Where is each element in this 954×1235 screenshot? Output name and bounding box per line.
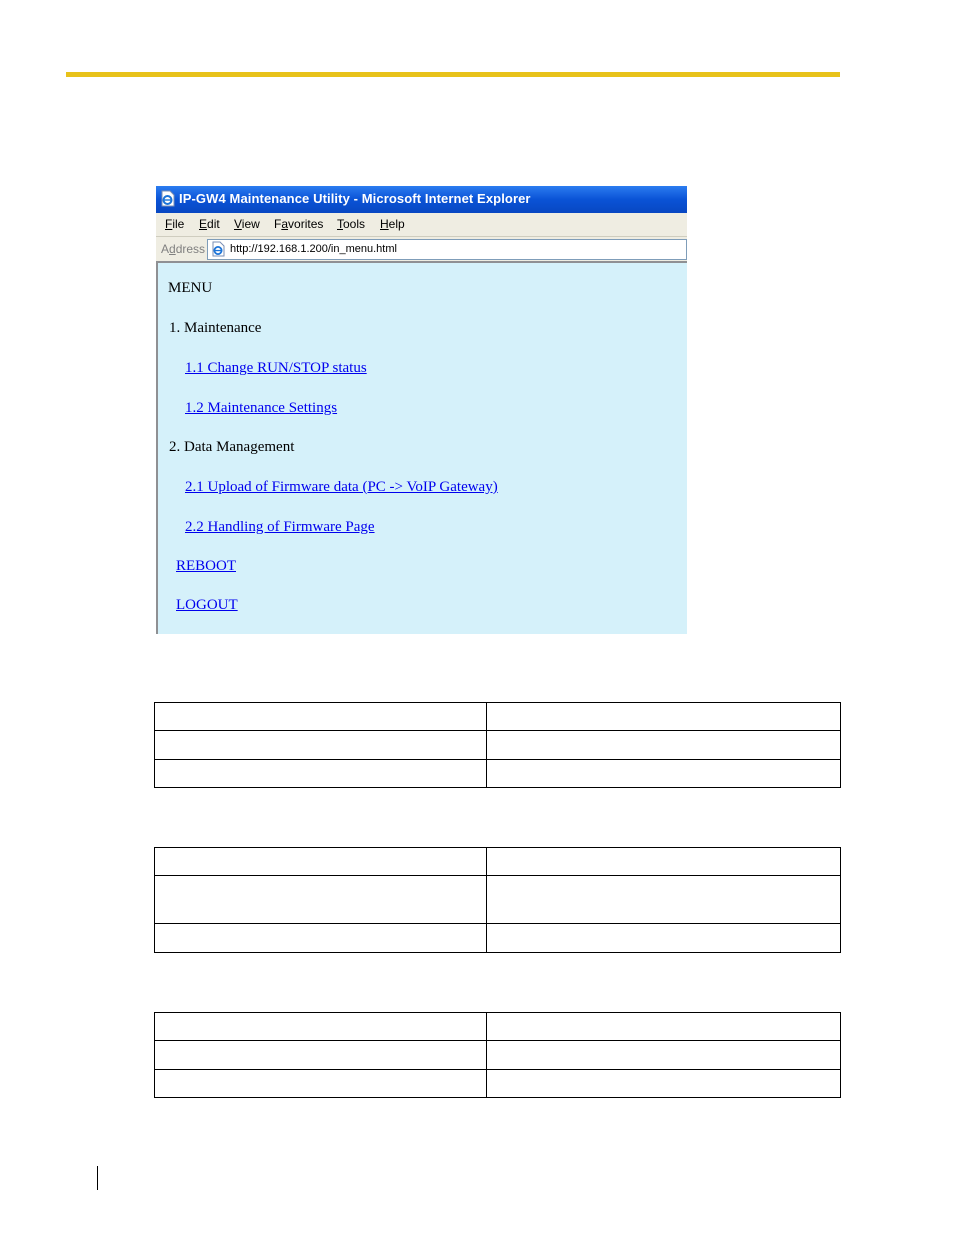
table-row — [155, 1041, 841, 1070]
menu-view[interactable]: View — [234, 217, 260, 231]
ie-page-icon — [159, 190, 176, 207]
table-cell — [155, 848, 487, 876]
table-3 — [154, 1012, 841, 1098]
table-cell — [155, 703, 487, 731]
margin-tick — [97, 1166, 98, 1190]
table-row — [155, 731, 841, 760]
address-input[interactable] — [207, 239, 687, 260]
table-row — [155, 703, 841, 731]
table-cell — [487, 924, 841, 953]
table-2 — [154, 847, 841, 953]
window-title: IP-GW4 Maintenance Utility - Microsoft Internet Explorer — [179, 191, 531, 206]
table-cell — [155, 760, 487, 788]
table-cell — [487, 1041, 841, 1070]
table-row — [155, 760, 841, 788]
table-row — [155, 848, 841, 876]
menu-tools[interactable]: Tools — [337, 217, 366, 231]
table-cell — [155, 1013, 487, 1041]
header-rule — [66, 72, 840, 77]
table-cell — [155, 731, 487, 760]
table-cell — [487, 1070, 841, 1098]
browser-window — [156, 186, 687, 634]
table-row — [155, 924, 841, 953]
menu-edit[interactable]: Edit — [199, 217, 220, 231]
table-cell — [487, 703, 841, 731]
section-data-management: 2. Data Management — [169, 439, 295, 455]
table-1 — [154, 702, 841, 788]
ie-page-icon — [210, 241, 226, 257]
menu-file[interactable]: File — [165, 217, 185, 231]
table-cell — [155, 1041, 487, 1070]
table-row — [155, 1070, 841, 1098]
link-change-run-stop-status[interactable]: 1.1 Change RUN/STOP status — [185, 360, 367, 376]
page-content — [156, 263, 687, 634]
address-url: http://192.168.1.200/in_menu.html — [230, 243, 397, 255]
link-reboot[interactable]: REBOOT — [176, 558, 236, 574]
table-cell — [487, 760, 841, 788]
table-cell — [487, 731, 841, 760]
table-cell — [487, 848, 841, 876]
menu-favorites[interactable]: Favorites — [274, 217, 324, 231]
table-cell — [487, 1013, 841, 1041]
menu-heading: MENU — [168, 280, 213, 296]
address-bar — [156, 237, 687, 263]
table-cell — [487, 876, 841, 924]
link-handling-firmware-page[interactable]: 2.2 Handling of Firmware Page — [185, 519, 375, 535]
section-maintenance: 1. Maintenance — [169, 320, 262, 336]
title-bar[interactable] — [156, 186, 687, 213]
table-cell — [155, 876, 487, 924]
table-cell — [155, 924, 487, 953]
table-cell — [155, 1070, 487, 1098]
link-logout[interactable]: LOGOUT — [176, 597, 238, 613]
address-label: Address — [161, 242, 206, 256]
link-maintenance-settings[interactable]: 1.2 Maintenance Settings — [185, 400, 338, 416]
table-row — [155, 1013, 841, 1041]
link-upload-firmware-data[interactable]: 2.1 Upload of Firmware data (PC -> VoIP Gateway) — [185, 479, 498, 495]
menu-help[interactable]: Help — [380, 217, 405, 231]
menu-bar — [156, 213, 687, 237]
table-row — [155, 876, 841, 924]
